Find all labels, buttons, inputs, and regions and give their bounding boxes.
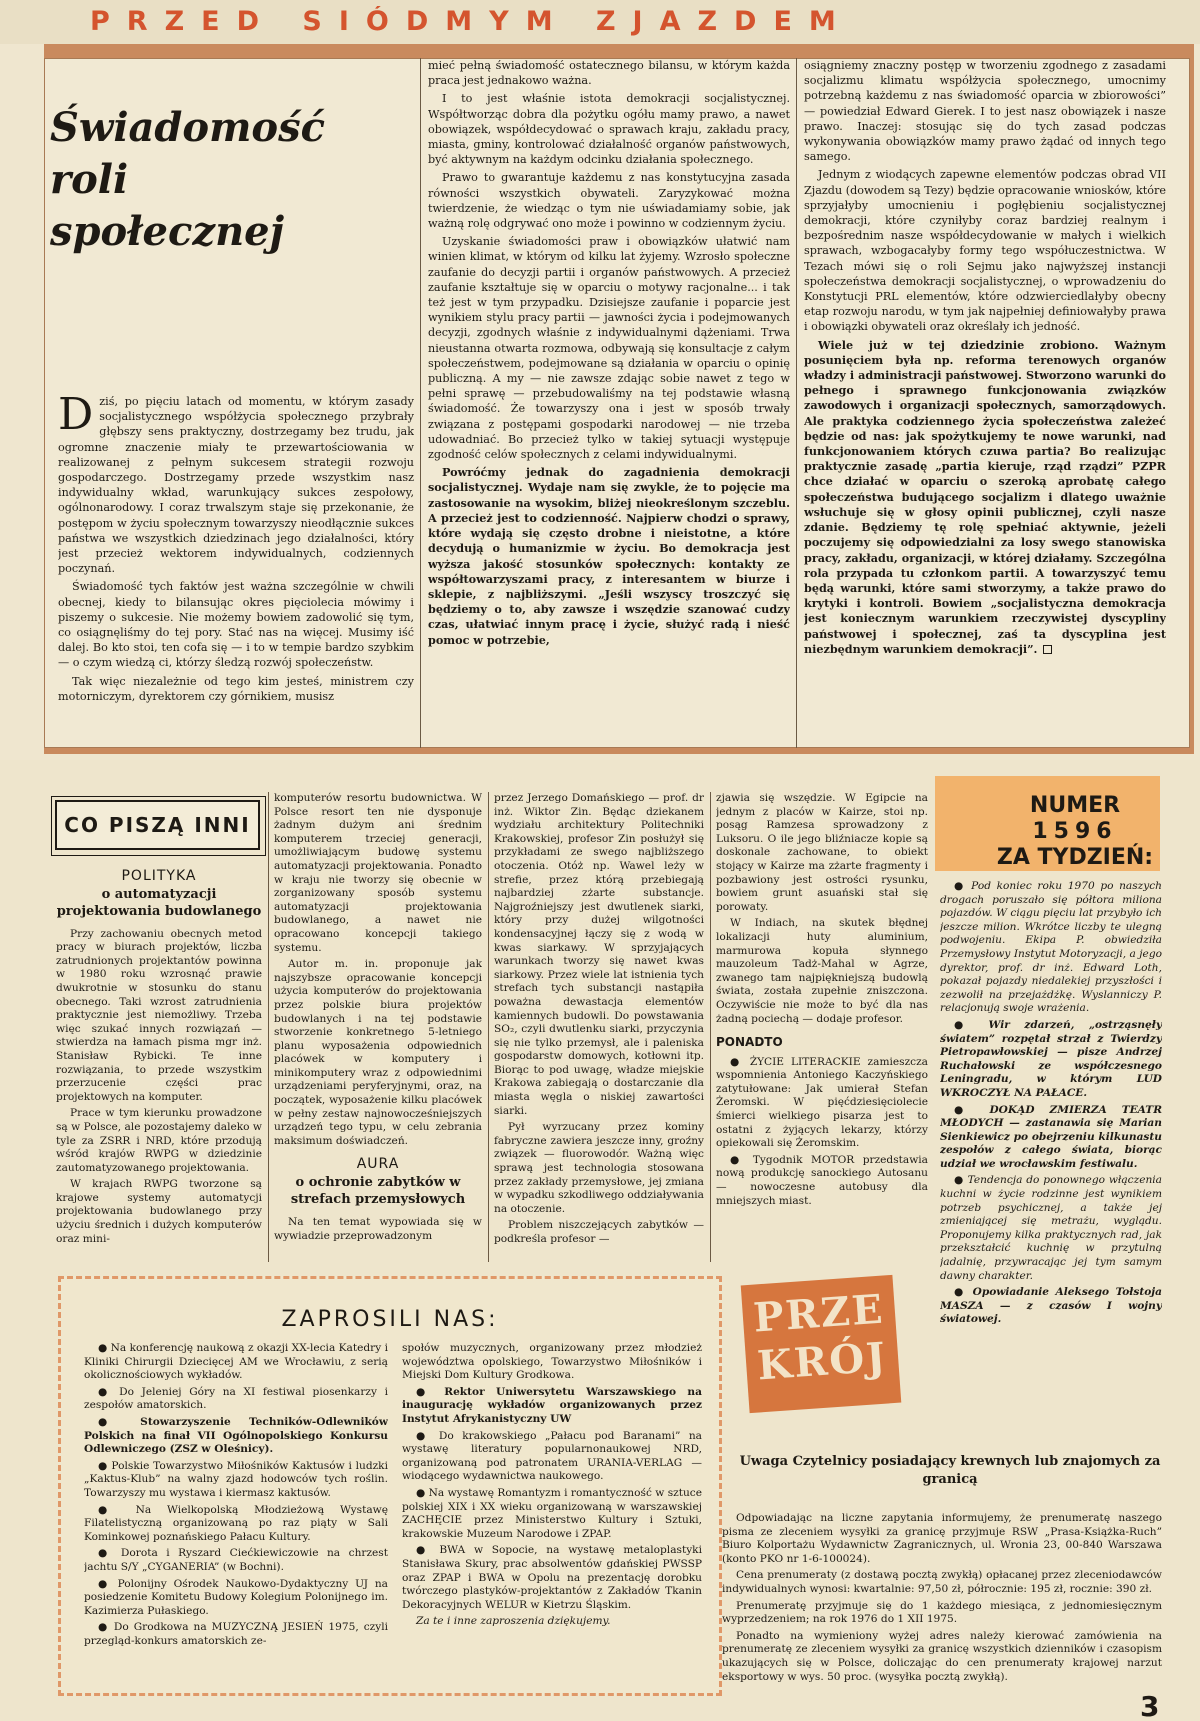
article-title-line: Świadomość — [50, 104, 325, 151]
article-paragraph: ziś, po pięciu latach od momentu, w którym zasady socjalistycznego współżycia społecznego przybrały głębszy sens praktyczny, dostrzegamy bez trudu, jak ogromne znaczenie miały te przewartościowania w realizowanej z pełnym sukcesem strategii rozwoju gospodarczego. Dostrzegamy przede wszystkim nasz indywidualny wkład, warunkujący sukces zespołowy, ogólnonarodowy. I coraz trwalszym staje się przekonanie, że postępom w życiu społecznym towarzyszy nieodłącznie sukces państwa we wszystkich dziedzinach jego działalności, który jest przecież wektorem indywidualnych, codziennych poczynań. — [58, 395, 414, 576]
column-divider — [488, 792, 489, 1262]
box-outer-frame — [51, 796, 266, 856]
invitation-item: ● Na wystawę Romantyzm i romantyczność w sztuce polskiej XIX i XX wieku organizowaną w warszawskiej ZACHĘCIE przez Ministerstwo Kultury i Sztuki, krakowskie Muzeum Narodowe i ZPAP. — [402, 1486, 702, 1540]
invitation-item: ● Do Grodkowa na MUZYCZNĄ JESIEŃ 1975, czyli przegląd-konkurs amatorskich ze- — [84, 1621, 388, 1647]
cpi-paragraph: zjawia się wszędzie. W Egipcie na jednym z placów w Kairze, stoi np. posąg Ramzesa sprowadzony z Luksoru. O ile jego bliźniacze kopie są doskonale zachowane, to obiekt stojący w Kairze ma zżarte fragmenty i pozbawiony jest ostrości rysunku, bowiem grunt asuański stał się porowaty. — [716, 792, 928, 913]
invitation-item: ● Na Wielkopolską Młodzieżową Wystawę Filatelistyczną organizowaną po raz piąty w Sali Kominkowej poznańskiego Pałacu Kultury. — [84, 1503, 388, 1543]
next-issue-item: ● Wir zdarzeń, „ostrząsnęły światem” rozpętał strzał z Twierdzy Pietropawłowskiej — pisze Andrzej Ruchałowski ze współczesnego Leningradu, w którym LUD WKROCZYŁ NA PAŁACE. — [940, 1018, 1162, 1099]
article-paragraph: Powróćmy jednak do zagadnienia demokracji socjalistycznej. Wydaje nam się zwykle, że to pojęcie ma zastosowanie na wysokim, bliżej nieokreślonym szczeblu. A przecież jest to codzienność. Najpierw chodzi o sprawy, które wydają się często drobne i nieistotne, a które decydują o humanizmie w życiu. Bo demokracja jest wyższa jakość stosunków społecznych: kontakty ze współtowarzyszami pracy, z interesantem w biurze i sklepie, z najbliższymi. „Jeśli wszyscy troszczyć się będziemy o to, aby zawsze i wszędzie szanować cudzy czas, ułatwiać innym pracę i życie, służyć radą i nieść pomoc w potrzebie, — [428, 465, 790, 647]
next-issue-item: ● Tendencja do ponownego włączenia kuchni w życie rodzinne jest wynikiem potrzeb psychicznej, a także jej zmieniającej się metrażu, wyglądu. Proponujemy kilka praktycznych rad, jak przekształcić kuchnię w przytulną jadalnię, przywracając jej tym samym dawny charakter. — [940, 1174, 1162, 1282]
aura-heading: AURA — [356, 1156, 400, 1173]
notice-body — [722, 1512, 1162, 1694]
next-issue-item: ● Pod koniec roku 1970 po naszych drogach poruszało się półtora miliona pojazdów. W ciągu pięciu lat przybyło ich jeszcze milion. Wkrótce liczby te ulegną podwojeniu. Ekipa P. obwiedziła Przemysłowy Instytut Motoryzacji, a jego dyrektor, prof. dr inż. Edward Loth, pokazał pojazdy niedalekiej przyszłości i zezwolił na przejażdżkę. Wyslanniczy P. relacjonują swoje wrażenia. — [940, 880, 1162, 1015]
article-title-line: roli — [50, 156, 129, 203]
article-paragraph: Prawo to gwarantuje każdemu z nas konstytucyjna zasada równości wszystkich obywateli. Zaryzykować można twierdzenie, że wiedząc o tym nie uświadamiamy sobie, jak ważną rolę odgrywać ono może i powinno w codziennym życiu. — [428, 171, 790, 231]
ponadto-heading: PONADTO — [716, 1035, 783, 1050]
column-divider — [268, 792, 269, 1262]
co-pisza-inni-label: CO PISZĄ INNI — [64, 813, 251, 837]
cpi-paragraph: W krajach RWPG tworzone są krajowe systemy automatycji projektowania budowlanego przy użyciu średnich i dużych komputerów oraz mini- — [56, 1178, 262, 1245]
column-divider — [796, 58, 797, 748]
cpi-column-4 — [716, 792, 928, 1264]
invitation-item: ● Polskie Towarzystwo Miłośników Kaktusów i ludzki „Kaktus-Klub” na walny zjazd hodowców tych roślin. Towarzyszy mu wystawa i kiermasz kaktusów. — [84, 1459, 388, 1499]
logo-text-top: PRZE — [751, 1285, 886, 1342]
invitation-item: ● Rektor Uniwersytetu Warszawskiego na inaugurację wykładów organizowanych przez Instytut Afrykanistyczny UW — [402, 1385, 702, 1425]
invitation-item: ● BWA w Sopocie, na wystawę metaloplastyki Stanisława Skury, prac absolwentów gdańskiej PWSSP oraz ZPAP i BWA w Opolu na prezentację dorobku twórczego plastyków-projektantów z Zakładów Tkanin Dekoracyjnych WELUR w Kietrzu Śląskim. — [402, 1544, 702, 1611]
article-paragraph: osiągniemy znaczny postęp w tworzeniu zgodnego z zasadami socjalizmu klimatu współżycia społecznego, umocnimy potrzebną każdemu z nas świadomość oparcia w zbiorowości” — powiedział Edward Gierek. I to jest nasz obowiązek i nasze prawo. Inaczej: stosując się do tych zasad podczas wykonywania obowiązków mamy prawo żądać od innych tego samego. — [804, 59, 1166, 164]
article-paragraph: I to jest właśnie istota demokracji socjalistycznej. Współtworząc dobra dla pożytku ogółu mamy prawo, a nawet obowiązek, współdecydować o sprawach kraju, zakładu pracy, miasta, gminy, kontrolować działalność organów państwowych, być aktywnym na każdym odcinku działania społecznego. — [428, 92, 790, 167]
ponadto-item: ● Tygodnik MOTOR przedstawia nową produkcję sanockiego Autosanu — nowoczesne autobusy dla mniejszych miast. — [716, 1153, 928, 1207]
notice-title: Uwaga Czytelnicy posiadający krewnych lub znajomych za granicą — [739, 1454, 1161, 1487]
zaprosili-column-1 — [84, 1342, 388, 1690]
next-issue-caption: ZA TYDZIEŃ: — [996, 845, 1154, 870]
invitation-item: ● Do Jeleniej Góry na XI festiwal piosenkarzy i zespołów amatorskich. — [84, 1385, 388, 1412]
next-issue-item: ● Opowiadanie Aleksego Tołstoja MASZA — z czasów I wojny światowej. — [940, 1286, 1162, 1326]
przekroj-logo-text — [741, 1285, 899, 1391]
notice-paragraph: Prenumeratę przyjmuje się do 1 każdego miesiąca, z jednomiesięcznym wyprzedzeniem; na rok 1976 do 1 XII 1975. — [722, 1599, 1162, 1626]
next-issue-header — [995, 793, 1155, 871]
cpi-paragraph: Przy zachowaniu obecnych metod pracy w biurach projektów, liczba zatrudnionych projektantów powinna w 1980 roku wzrosnąć prawie dwukrotnie w stosunku do stanu obecnego. Taki wzrost zatrudnienia praktycznie jest niemożliwy. Trzeba więc szukać innych rozwiązań — stwierdza na łamach pisma mgr inż. Stanisław Rybicki. Te inne rozwiązania, to przede wszystkim przerzucenie części prac projektowych na komputer. — [56, 927, 262, 1103]
aura-subtitle: o ochronie zabytków w strefach przemysłowych — [290, 1175, 466, 1208]
article-column-3 — [804, 58, 1166, 748]
article-paragraph-text: Wiele już w tej dziedzinie zrobiono. Ważnym posunięciem była np. reforma terenowych organów władzy i administracji państwowej. Stworzono warunki do pełnego i sprawnego funkcjonowania związków zawodowych i organizacji społecznych, samorządowych. Ale praktyka codziennego życia społeczeństwa zależeć będzie od nas: jak spożytkujemy te nowe warunki, nad funkcjonowaniem których czuwa partia? Bo realizując praktycznie zasadę „partia kieruje, rząd rządzi” PZPR chce działać w oparciu o szeroką aprobatę całego społeczeństwa budującego socjalizm i dlatego uważnie wsłuchuje się w głosy opinii publicznej, czyli nasze zdanie. Będziemy tę rolę spełniać aktywnie, jeżeli poczujemy się odpowiedzialni za losy swego stanowiska pracy, zakładu, organizacji, w której działamy. Szczególna rola przypada tu członkom partii. A towarzyszyć temu będą warunki, które sami stworzymy, a także prawo do krytyki i kontroli. Bowiem „socjalistyczna demokracja jest koniecznym warunkiem rzeczywistej dyscypliny państwowej i społecznej, zaś ta dyscyplina jest niezbędnym warunkiem demokracji”. — [804, 337, 1166, 656]
cpi-column-1 — [56, 866, 262, 1268]
przekroj-logo — [741, 1275, 902, 1413]
cpi-paragraph: przez Jerzego Domańskiego — prof. dr inż. Wiktor Zin. Będąc dziekanem wydziału architektury Politechniki Krakowskiej, profesor Zin posłużył się przykładami ze swego najbliższego otoczenia. Otóż np. Wawel leży w strefie, przez którą przebiegają najbardziej zżarte substancje. Najgroźniejszy jest dwutlenek siarki, który przy dużej wilgotności kondensacyjnej łączy się z wodą w kwas siarkawy. W sprzyjających warunkach tworzy się nawet kwas siarkowy. Przez wiele lat istnienia tych strefach tych substancji nastąpiła poważna dewastacja elementów kamiennych budowli. Do powstawania SO₂, czyli dwutlenku siarki, przyczynia się nie tylko przemysł, ale i paleniska gospodarstw domowych, kotłowni itp. Biorąc to pod uwagę, władze miejskie Krakowa zabiegają o dostarczanie dla miasta węgla o niskiej zawartości siarki. — [494, 792, 704, 1117]
invitation-item: ● Dorota i Ryszard Ciećkiewiczowie na chrzest jachtu S/Y „CYGANERIA” (w Bochni). — [84, 1547, 388, 1573]
article-column-2 — [428, 58, 790, 740]
article-column-1 — [58, 394, 414, 740]
notice-paragraph: Ponadto na wymieniony wyżej adres należy kierować zamówienia na prenumeratę ze zleceniem wysyłki za granicę wszystkich dzienników i czasopism ukazujących się w Polsce, doliczając do cen prenumeraty krajowej narzut eksportowy w wys. 50 proc. (wysyłka pocztą zwykłą). — [722, 1629, 1162, 1683]
next-issue-number: 1596 — [1032, 819, 1118, 844]
notice-paragraph: Cena prenumeraty (z dostawą pocztą zwykłą) opłacanej przez zleceniodawców indywidualnych wynosi: kwartalnie: 97,50 zł, półrocznie: 195 zł, rocznie: 390 zł. — [722, 1569, 1162, 1595]
logo-text-bottom: KRÓJ — [755, 1333, 889, 1390]
invitation-thanks: Za te i inne zaproszenia dziękujemy. — [416, 1615, 611, 1628]
cpi-paragraph: Problem niszczejących zabytków — podkreśla profesor — — [494, 1219, 704, 1245]
zaprosili-column-2 — [402, 1342, 702, 1690]
article-paragraph: Jednym z wiodących zapewne elementów podczas obrad VII Zjazdu (dowodem są Tezy) będzie opracowanie wniosków, które sprzyjałyby umocnieniu i pogłębieniu socjalistycznej demokracji, które czyniłyby coraz bardziej realnym i bezpośrednim nasze współdecydowanie w małych i wielkich sprawach, wzbogacałyby formy tego współuczestnictwa. W Tezach mówi się o roli Sejmu jako najwyższej instancji społeczeństwa demokracji socjalistycznej, o wprowadzeniu do Konstytucji PRL elementów, które odzwierciedlałyby obecny etap rozwoju narodu, w tym jak najpełniej definiowałyby prawa i obowiązki obywateli oraz określały ich jedność. — [804, 168, 1166, 334]
column-divider — [420, 58, 421, 748]
page-header — [0, 0, 1200, 44]
cpi-paragraph: Autor m. in. proponuje jak najszybsze opracowanie koncepcji użycia komputerów do projektowania przez polskie biura projektów budowlanych i na tej podstawie stworzenie konkretnego 5-letniego planu wyposażenia odpowiednich placówek w komputery i minikomputery wraz z odpowiednimi urządzeniami peryferyjnymi, oraz, na początek, wyposażenie kilku placówek w pełny zestaw najnowocześniejszych urządzeń tego typu, w celu zebrania maksimum doświadczeń. — [274, 958, 482, 1147]
cpi-column-3 — [494, 792, 704, 1264]
article-paragraph: mieć pełną świadomość ostatecznego bilansu, w którym każda praca jest jednakowo ważna. — [428, 59, 790, 88]
invitation-item: społów muzycznych, organizowany przez młodzież województwa opolskiego, Towarzystwo Miłośników i Miejski Dom Kultury Grodkowa. — [402, 1342, 702, 1382]
header-title: PRZED SIÓDMYM ZJAZDEM — [90, 6, 853, 37]
zaprosili-title: ZAPROSILI NAS: — [281, 1307, 499, 1332]
column-divider — [710, 792, 711, 1262]
cpi-paragraph: Pył wyrzucany przez kominy fabryczne zawiera jeszcze inny, groźny związek — fluorowodór. Ważną więc sprawą jest technologia stosowana przez zakłady przemysłowe, jej zmiana w wypadku szkodliwego oddziaływania na otoczenie. — [494, 1121, 704, 1215]
cpi-column-2 — [274, 792, 482, 1264]
article-paragraph — [804, 338, 1166, 657]
invitation-item: ● Na konferencję naukową z okazji XX-lecia Katedry i Kliniki Chirurgii Dziecięcej AM we Wrocławiu, z serią okolicznościowych wykładów. — [84, 1342, 388, 1382]
cpi-paragraph: komputerów resortu budownictwa. W Polsce resort ten nie dysponuje żadnym dużym ani średnim komputerem trzeciej generacji, umożliwiającym budowę systemu automatyzacji projektowania. Ponadto w kraju nie tworzy się obecnie w zorganizowany sposób systemu automatyzacji projektowania budowlanego, a nawet nie opracowano koncepcji takiego systemu. — [274, 792, 482, 954]
cpi-paragraph: W Indiach, na skutek błędnej lokalizacji huty aluminium, marmurowa kopuła słynnego mauzoleum Tadż-Mahal w Agrze, zwanego tam najpiękniejszą budowlą świata, została zupełnie zniszczona. Oczywiście nie może to być dla nas żadną pociechą — dodaje profesor. — [716, 917, 928, 1025]
invitation-item: ● Polonijny Ośrodek Naukowo-Dydaktyczny UJ na posiedzenie Komitetu Budowy Kolegium Polonijnego im. Kazimierza Pułaskiego. — [84, 1577, 388, 1617]
article-paragraph: Uzyskanie świadomości praw i obowiązków ułatwić nam winien klimat, w którym od kilku lat żyjemy. Wzrosło społeczne zaufanie do decyzji partii i organów państwowych. A przecież zaufanie kształtuje się w oparciu o motywy racjonalne... i tak też jest w tym przypadku. Dzisiejsze zaufanie i poparcie jest wynikiem stylu pracy partii — jawności życia i podejmowanych decyzji, zgodnych właśnie z indywidualnymi dążeniami. Trwa nieustanna otwarta rozmowa, odbywają się konsultacje z całym społeczeństwem, podejmowane są działania w oparciu o opinię publiczną. A my — nie zawsze zdając sobie nawet z tego w pełni sprawę — przebudowaliśmy na tej podstawie własną świadomość. Że towarzyszy ona i jest w sposób trwały związana z postępami gospodarki narodowej — nie trzeba udowadniać. Bo przecież tylko w takiej sytuacji występuje zgodność celów społecznych z celami indywidualnymi. — [428, 235, 790, 462]
ponadto-item: ● ŻYCIE LITERACKIE zamieszcza wspomnienia Antoniego Kaczyńskiego zatytułowane: Jak umierał Stefan Żeromski. W pięćdziesięciolecie śmierci wielkiego pisarza jest to ostatni z żyjących lekarzy, którzy opiekowali się Żeromskim. — [716, 1055, 928, 1150]
next-issue-item: ● DOKĄD ZMIERZA TEATR MŁODYCH — zastanawia się Marian Sienkiewicz po obejrzeniu kilkunastu zespołów z całego świata, biorąc udział we wrocławskim festiwalu. — [940, 1103, 1162, 1170]
article-paragraph: Świadomość tych faktów jest ważna szczególnie w chwili obecnej, kiedy to bilansując okres pięciolecia mówimy i piszemy o sukcesie. Nie możemy bowiem zadowolić się tym, co osiągnęliśmy do tej pory. Stać nas na więcej. Musimy iść dalej. Bo kto stoi, ten cofa się — i to w tempie bardzo szybkim — o czym wiedzą ci, którzy śledzą rozwój społeczeństw. — [58, 580, 414, 670]
next-issue-list — [940, 880, 1162, 1360]
polityka-heading: POLITYKA — [121, 868, 197, 884]
end-of-article-icon — [1043, 645, 1052, 654]
article-paragraph: Tak więc niezależnie od tego kim jesteś, ministrem czy motorniczym, dyrektorem czy górnikiem, musisz — [58, 674, 414, 703]
article-title — [50, 102, 350, 258]
invitation-item: ● Do krakowskiego „Pałacu pod Baranami” na wystawę literatury popularnonaukowej NRD, organizowaną pod patronatem URANIA-VERLAG — wiodącego wydawnictwa naukowego. — [402, 1429, 702, 1483]
page-number: 3 — [1140, 1690, 1160, 1721]
polityka-subtitle: o automatyzacji projektowania budowlanego — [56, 886, 262, 919]
cpi-paragraph: Na ten temat wypowiada się w wywiadzie przeprowadzonym — [274, 1216, 482, 1242]
drop-cap: D — [58, 394, 94, 440]
co-pisza-inni-box — [55, 800, 260, 850]
notice-paragraph: Odpowiadając na liczne zapytania informujemy, że prenumeratę naszego pisma ze zleceniem wysyłki za granicę przyjmuje RSW „Prasa-Książka-Ruch” Biuro Kolportażu Wydawnictw Zagranicznych, ul. Wronia 23, 00-840 Warszawa (konto PKO nr 1-6-100024). — [722, 1512, 1162, 1565]
next-issue-label: NUMER — [1029, 793, 1121, 818]
cpi-paragraph: Prace w tym kierunku prowadzone są w Polsce, ale pozostajemy daleko w tyle za ZSRR i NRD, które przodują wśród krajów RWPG w dziedzinie zautomatyzowanego projektowania. — [56, 1107, 262, 1174]
article-title-line: społecznej — [50, 208, 285, 255]
invitation-item: ● Stowarzyszenie Techników-Odlewników Polskich na finał VII Ogólnopolskiego Konkursu Odlewniczego (ZSZ w Oleśnicy). — [84, 1415, 388, 1456]
